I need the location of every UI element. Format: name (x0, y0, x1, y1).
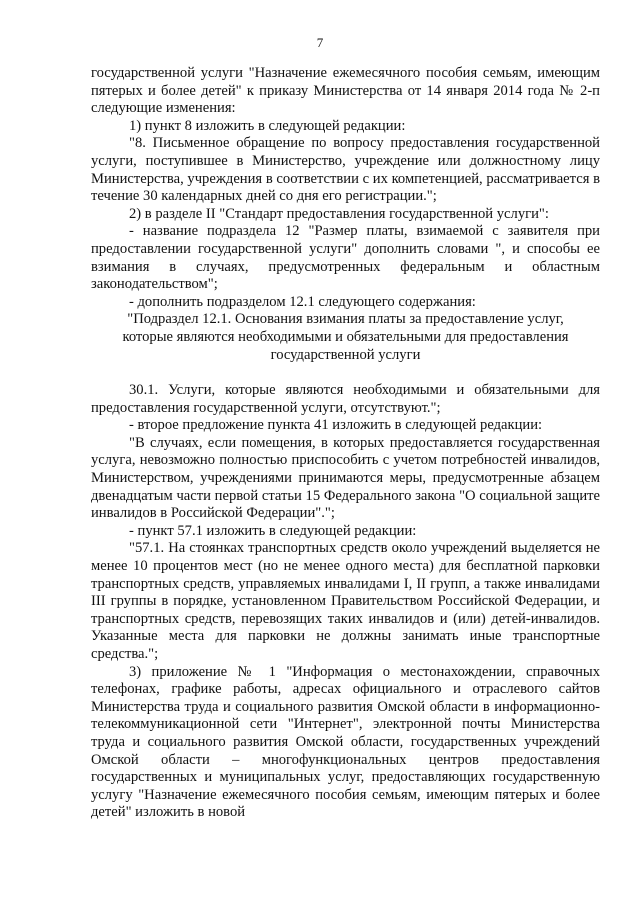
paragraph: "57.1. На стоянках транспортных средств около учреждений выделяется не менее 10 процентов мест (но не менее одного места) для бесплатной парковки транспортных средств, управляемых инвалидами I, II групп, а также инвалидами III группы в порядке, установленном Правительством Российской Федерации, и транспортных средств, перевозящих таких инвалидов и (или) детей-инвалидов. Указанные места для парковки не должны занимать иные транспортные средства."; (91, 540, 600, 662)
paragraph: 1) пункт 8 изложить в следующей редакции: (129, 117, 406, 134)
subsection-heading-line: которые являются необходимыми и обязательными для предоставления (122, 328, 569, 345)
paragraph: 30.1. Услуги, которые являются необходимыми и обязательными для предоставления государственной услуги, отсутствуют."; (91, 382, 600, 416)
paragraph: - пункт 57.1 изложить в следующей редакции: (129, 522, 417, 539)
paragraph: - название подраздела 12 "Размер платы, взимаемой с заявителя при предоставлении государственной услуги" дополнить словами ", и способы ее взимания в случаях, предусмотренных федеральным и областным законодательством"; (91, 223, 600, 293)
paragraph: 2) в разделе II "Стандарт предоставления государственной услуги": (129, 205, 549, 222)
paragraph: государственной услуги "Назначение ежемесячного пособия семьям, имеющим пятерых и более детей" к приказу Министерства от 14 января 2014 года № 2-п следующие изменения: (91, 65, 600, 117)
subsection-heading-line: государственной услуги (270, 346, 421, 363)
paragraph: 3) приложение № 1 "Информация о местонахождении, справочных телефонах, графике работы, адресах официального и отраслевого сайтов Министерства труда и социального развития Омской области в информационно-телекоммуникационной сети "Интернет", электронной почты Министерства труда и социального развития Омской области, государственных учреждений Омской области – многофункциональных центров предоставления государственных и муниципальных услуг, предоставляющих государственную услугу "Назначение ежемесячного пособия семьям, имеющим пятерых и более детей" изложить в новой (91, 663, 600, 821)
paragraph: "В случаях, если помещения, в которых предоставляется государственная услуга, невозможно полностью приспособить с учетом потребностей инвалидов, Министерством, учреждениями принимаются меры, предусмотренные абзацем двенадцатым части первой статьи 15 Федерального закона "О социальной защите инвалидов в Российской Федерации"."; (91, 434, 600, 522)
paragraph: "8. Письменное обращение по вопросу предоставления государственной услуги, поступившее в Министерство, учреждение или должностному лицу Министерства, учреждения в соответствии с их компетенцией, рассматривается в течение 30 календарных дней со дня его регистрации."; (91, 135, 600, 205)
page-number: 7 (316, 35, 324, 50)
subsection-heading-line: "Подраздел 12.1. Основания взимания платы за предоставление услуг, (127, 311, 564, 328)
blank-line (91, 364, 600, 382)
paragraph: - второе предложение пункта 41 изложить в следующей редакции: (129, 417, 543, 434)
document-body (91, 65, 600, 822)
paragraph: - дополнить подразделом 12.1 следующего содержания: (129, 293, 476, 310)
